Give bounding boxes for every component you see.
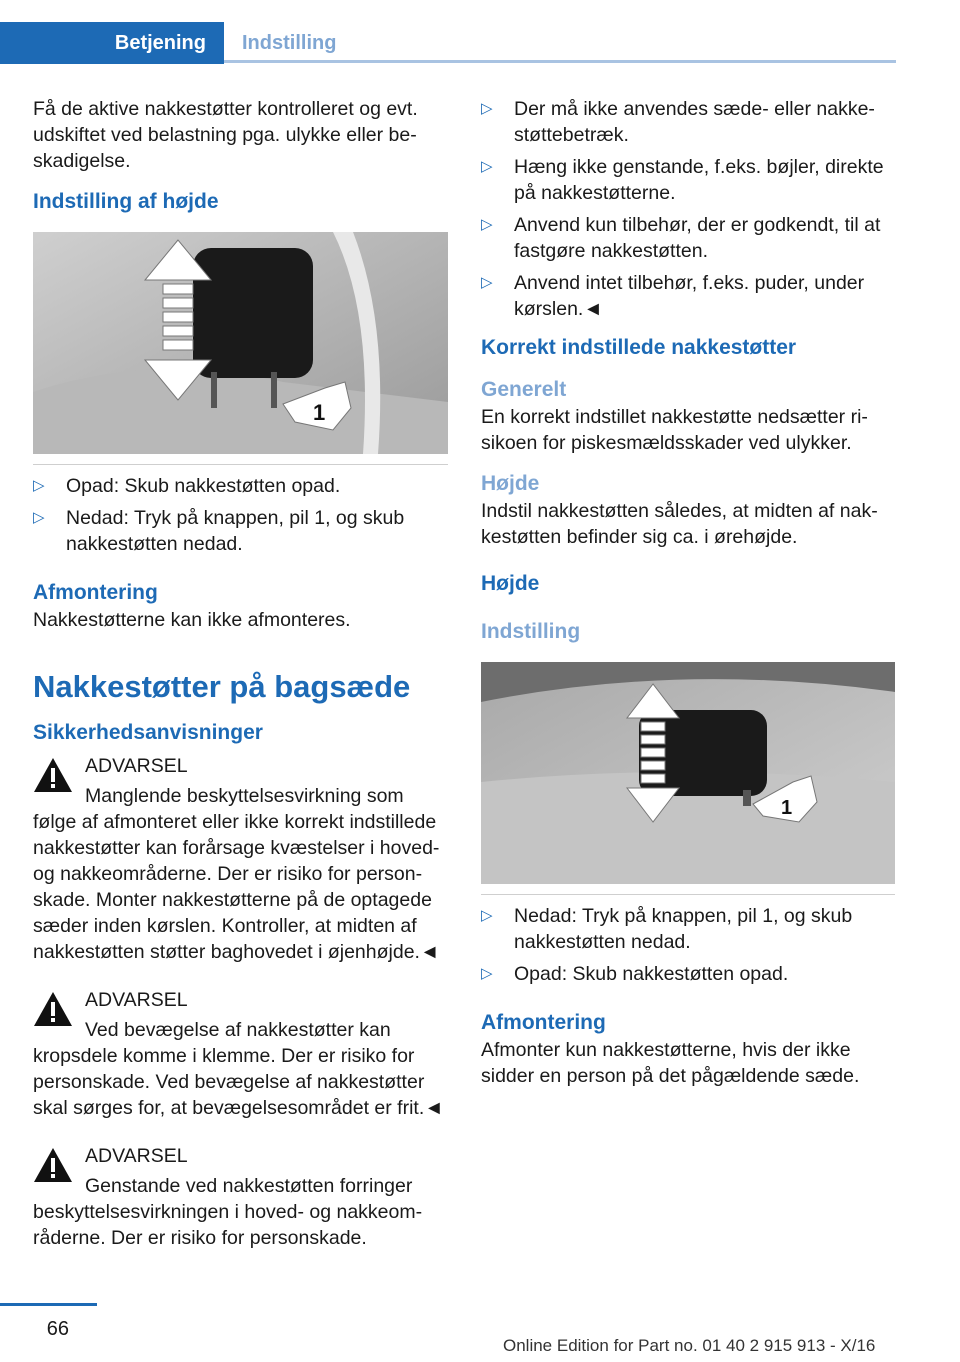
triangle-icon: ▷: [481, 907, 493, 924]
tab-betjening[interactable]: Betjening: [0, 22, 224, 64]
intro-text: Få de aktive nakkestøtter kontrolleret og evt. udskiftet ved belastning pga. ulykke eller beskadigelse.: [33, 98, 418, 172]
bullet-divider: [481, 894, 895, 895]
removal-text: Nakkestøtterne kan ikke afmonteres.: [33, 609, 351, 631]
right-column: [481, 96, 895, 1103]
page-header: [0, 0, 960, 64]
list-item: ▷ Nedad: Tryk på knappen, pil 1, og skub nakkestøtten nedad.: [33, 507, 405, 555]
page-number: 66: [46, 1318, 69, 1340]
list-item: ▷ Opad: Skub nakkestøtten opad.: [481, 963, 789, 985]
callout-1: 1: [781, 797, 793, 819]
warning-block: [33, 987, 448, 1121]
warning-title: ADVARSEL: [85, 989, 188, 1011]
footer-rule: [0, 1303, 97, 1306]
warning-text: Manglende beskyttelsesvirkning som følge af afmonteret eller ikke korrekt indstillede nakkestøtter kan forårsage kvæstelser i hoved- og nakkeområderne. Der er risiko for personskade. Monter nakkestøtterne på de optagede sæder inden kørslen. Kontroller, at midten af nakkestøtten støtter baghovedet i øjenhøjde.◄: [33, 785, 440, 963]
list-item: ▷ Nedad: Tryk på knappen, pil 1, og skub nakkestøtten nedad.: [481, 905, 853, 953]
bullet-divider: [33, 464, 448, 465]
left-column: [33, 96, 448, 1273]
triangle-icon: ▷: [33, 477, 45, 494]
heading-setting: Indstilling: [481, 620, 581, 643]
heading-removal: Afmontering: [33, 581, 158, 604]
general-text: En korrekt indstillet nakkestøtte nedsætter risikoen for piskesmældsskader ved ulykker.: [481, 406, 868, 454]
headrest-rear-illustration: [481, 662, 895, 884]
triangle-icon: ▷: [33, 509, 45, 526]
rear-safety-bullets: [481, 96, 895, 322]
warning-text: Ved bevægelse af nakkestøtter kan kropsdele komme i klemme. Der er risiko for personskade. Ved bevægelse af nakkestøtter skal sørges for, at bevægelsesområdet er frit.◄: [33, 1019, 444, 1119]
headrest-rear-image: [481, 662, 895, 884]
list-item: ▷ Hæng ikke genstande, f.eks. bøjler, direkte på nakkestøtterne.: [481, 156, 884, 204]
tab-indstilling[interactable]: Indstilling: [242, 31, 337, 54]
header-rule: [224, 60, 896, 63]
heading-correct-adjustment: Korrekt indstillede nakkestøtter: [481, 336, 797, 359]
heading-removal-rear: Afmontering: [481, 1011, 606, 1034]
warning-block: [33, 753, 448, 965]
warning-block: [33, 1143, 448, 1251]
height-bullets: [33, 473, 448, 557]
heading-general: Generelt: [481, 378, 567, 401]
triangle-icon: ▷: [481, 965, 493, 982]
warning-icon: [33, 1147, 73, 1183]
heading-height-light: Højde: [481, 472, 540, 495]
height-text: Indstil nakkestøtten således, at midten af nakkestøtten befinder sig ca. i ørehøjde.: [481, 500, 878, 548]
removal-rear-text: Afmonter kun nakkestøtterne, hvis der ikke sidder en person på det pågældende sæde.: [481, 1039, 860, 1087]
section-title: Nakkestøtter på bagsæde: [33, 669, 411, 704]
callout-1: 1: [313, 400, 326, 425]
headrest-front-illustration: [33, 232, 448, 454]
heading-height-setting: Indstilling af højde: [33, 190, 219, 213]
triangle-icon: ▷: [481, 158, 493, 175]
triangle-icon: ▷: [481, 100, 493, 117]
warning-icon: [33, 757, 73, 793]
warning-text: Genstande ved nakkestøtten forringer beskyttelsesvirkningen i hoved- og nakkeområderne. Der er risiko for personskade.: [33, 1175, 423, 1249]
list-item: ▷ Opad: Skub nakkestøtten opad.: [33, 475, 341, 497]
heading-height: Højde: [481, 572, 540, 595]
warning-title: ADVARSEL: [85, 755, 188, 777]
list-item: ▷ Anvend intet tilbehør, f.eks. puder, under kørslen.◄: [481, 272, 865, 320]
warning-title: ADVARSEL: [85, 1145, 188, 1167]
rear-height-bullets: [481, 903, 895, 987]
warning-icon: [33, 991, 73, 1027]
headrest-front-image: [33, 232, 448, 454]
heading-safety: Sikkerhedsanvisninger: [33, 721, 263, 744]
triangle-icon: ▷: [481, 216, 493, 233]
edition-footer: Online Edition for Part no. 01 40 2 915 913 - X/16: [503, 1336, 876, 1355]
list-item: ▷ Der må ikke anvendes sæde- eller nakkestøttebetræk.: [481, 98, 875, 146]
list-item: ▷ Anvend kun tilbehør, der er godkendt, til at fastgøre nakkestøtten.: [481, 214, 881, 262]
triangle-icon: ▷: [481, 274, 493, 291]
